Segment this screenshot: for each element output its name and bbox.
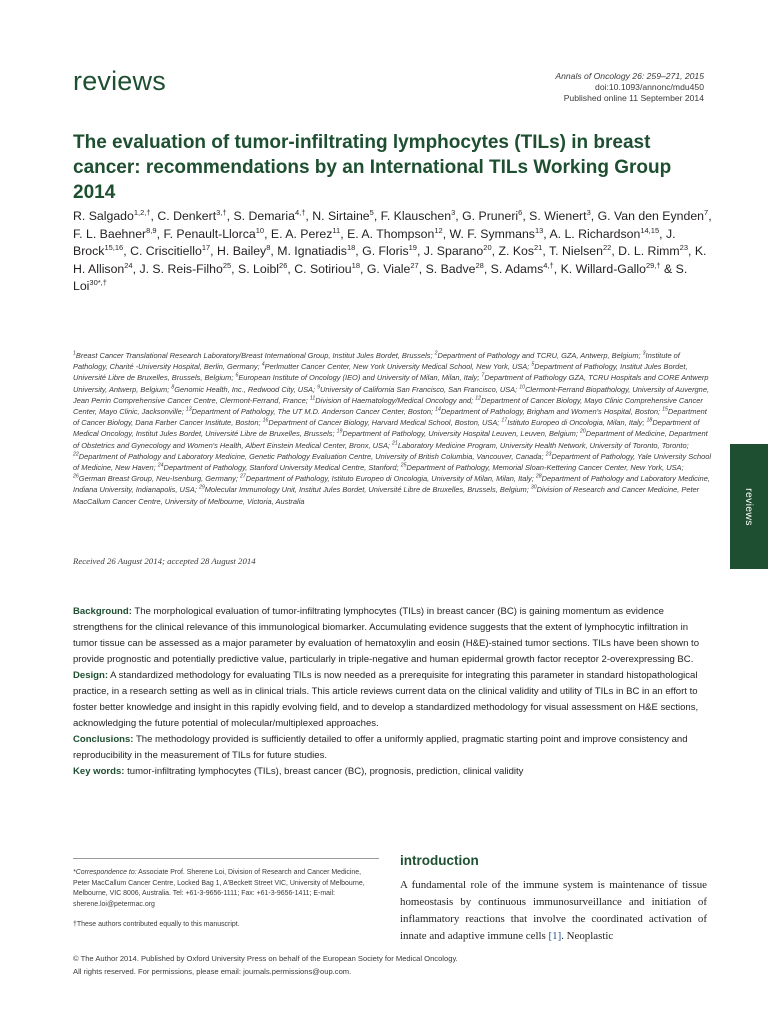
author-affiliation-sup: 24 — [124, 260, 133, 270]
author-name — [426, 262, 484, 276]
author-name-text: S. Adams — [490, 261, 544, 276]
author-name-text: M. Ignatiadis — [277, 244, 347, 258]
conclusions-label: Conclusions: — [73, 734, 134, 745]
affiliation-number: 12 — [475, 395, 482, 402]
author-list: R. Salgado$^{1,2,\dagger}$, C. Denkert$^{3,\dagger}$, S. Demaria$^{4,\dagger}$, N. Sirtaine$^5$, F. Klauschen$^3$, G. Pruneri$^6$, S. Wienert$^3$, G. Van den Eynden$^7$, F. L. Baehner$^{8,9}$, F. Penault-Llorca$^{10}$, E. A. Perez$^{11}$, E. A. Thompson$^{12}$, W. F. Symmans$^{13}$, A. L. Richardson$^{14,15}$, J. Brock$^{15,16}$, C. Criscitiello$^{17}$, H. Bailey$^8$, M. Ignatiadis$^{18}$, G. Floris$^{19}$, J. Sparano$^{20}$, Z. Kos$^{21}$, T. Nielsen$^{22}$, D. L. Rimm$^{23}$, K. H. Allison$^{24}$, J. S. Reis-Filho$^{25}$, S. Loibl$^{26}$, C. Sotiriou$^{18}$, G. Viale$^{27}$, S. Badve$^{28}$, S. Adams$^{4,\dagger}$, K. Willard-Gallo$^{29,\dagger}$ & S. Loi$^{30*,\dagger}$ — [73, 207, 712, 293]
background-label: Background: — [73, 606, 132, 617]
author-name-text: J. Sparano — [423, 244, 484, 258]
journal-info — [555, 71, 704, 104]
author-name — [367, 262, 419, 276]
reference-link[interactable]: [1] — [548, 930, 562, 942]
affiliation-number: 22 — [73, 451, 79, 458]
author-name — [529, 209, 591, 223]
author-name — [157, 209, 226, 223]
affiliation-number: 4 — [261, 361, 265, 368]
design-text: A standardized methodology for evaluating TILs is now needed as a prerequisite for integrating this parameter in standard histopathological practice, in a research setting as well as in clinical trials. This article reviews current data on the clinical validity and utility of TILs in BC in an effort to foster better knowledge and insight in this rapidly evolving field, and to develop a standardized methodology for visual assessment on H&E sections, acknowledging the future potential of molecular/multiplexed approaches. — [73, 670, 699, 729]
affiliation-number: 13 — [185, 406, 192, 413]
author-name — [233, 209, 305, 223]
affiliation-number: 1 — [73, 350, 76, 357]
author-name — [73, 209, 151, 223]
affiliation-text: Breast Cancer Translational Research Laboratory/Breast International Group, Institut Jules Bordet, Brussels; — [75, 351, 435, 360]
author-name — [362, 244, 417, 258]
affiliation-number: 25 — [400, 462, 407, 469]
author-name-text: W. F. Symmans — [449, 226, 535, 241]
affiliation-number: 29 — [198, 484, 205, 491]
affiliation-number: 6 — [235, 372, 239, 379]
author-name-text: J. S. Reis-Filho — [139, 261, 223, 276]
author-name-text: R. Salgado — [73, 209, 134, 223]
section-side-tab — [730, 444, 768, 569]
author-name — [277, 244, 355, 258]
author-affiliation-sup: 23 — [679, 242, 689, 252]
received-dates: Received 26 August 2014; accepted 28 August 2014 — [73, 556, 256, 566]
author-affiliation-sup: 19 — [408, 242, 417, 252]
author-name — [498, 244, 542, 258]
abstract-conclusions — [73, 732, 707, 764]
affiliation-entry — [435, 407, 662, 416]
author-name-text: E. A. Perez — [270, 226, 333, 241]
author-name-text: G. Pruneri — [462, 209, 519, 223]
affiliation-text: Department of Cancer Biology, Mayo Clinic Comprehensive Cancer Center, Mayo Clinic, Jacksonville; — [73, 395, 703, 417]
affiliation-text: Department of Pathology, Istituto Europeo di Oncologia, University of Milan, Milan, Italy; — [245, 474, 536, 484]
author-affiliation-sup: 27 — [410, 260, 419, 270]
affiliation-text: Molecular Immunology Unit, Institut Jules Bordet, Université Libre de Bruxelles, Brussels, Belgium; — [204, 485, 531, 495]
affiliation-entry — [261, 361, 535, 372]
author-affiliation-sup: 28 — [475, 260, 484, 270]
affiliation-text: Department of Pathology and Laboratory Medicine, Genetic Pathology Evaluation Centre, University of British Columbia, Vancouver, Canada; — [78, 451, 546, 461]
author-affiliation-sup: 18 — [346, 242, 356, 252]
affiliation-entry — [392, 441, 689, 450]
affiliation-text: Department of Pathology and Laboratory Medicine, Indiana University, Indianapolis, USA; — [73, 474, 710, 495]
author-affiliation-sup: 21 — [534, 242, 543, 252]
author-affiliation-sup: 18 — [351, 260, 360, 270]
author-affiliation-sup: 8,9 — [146, 225, 157, 235]
doi-link[interactable]: doi:10.1093/annonc/mdu450 — [595, 82, 704, 92]
affiliation-entry — [199, 485, 531, 494]
affiliation-text: Institute of Pathology, Charité -University Hospital, Berlin, Germany; — [73, 351, 680, 372]
affiliation-text: Department of Pathology GZA, TCRU Hospitals and CORE Antwerp University, Antwerp, Belgium; — [73, 373, 709, 394]
equal-contribution-note: †These authors contributed equally to this manuscript. — [73, 920, 240, 928]
affiliation-text: Perlmutter Cancer Center, New York University Medical School, New York, USA; — [264, 362, 532, 372]
introduction-heading: introduction — [400, 853, 479, 868]
conclusions-text: The methodology provided is sufficiently detailed to offer a uniformly applied, pragmatic starting point and improve consistency and reproducibility in the measurement of TILs for future studies. — [73, 734, 688, 761]
affiliation-number: 20 — [579, 428, 586, 435]
affiliation-number: 28 — [535, 473, 542, 480]
author-name-text: S. Wienert — [529, 209, 587, 223]
author-name — [561, 262, 661, 276]
author-name-text: C. Criscitiello — [130, 244, 202, 258]
abstract-keywords — [73, 764, 707, 780]
affiliation-number: 3 — [642, 350, 646, 357]
author-affiliation-sup: 26 — [279, 260, 288, 270]
affiliation-number: 30 — [530, 484, 537, 491]
affiliation-text: German Breast Group, Neu-Isenburg, Germany; — [78, 474, 240, 484]
affiliation-text: Department of Cancer Biology, Harvard Medical School, Boston, USA; — [268, 418, 502, 428]
affiliation-text: Genomic Health, Inc., Redwood City, USA; — [174, 384, 318, 394]
affiliation-text: Department of Pathology, Memorial Sloan-Kettering Cancer Center, New York, USA; — [406, 463, 684, 473]
author-name — [312, 209, 374, 223]
affiliation-entry — [310, 396, 475, 405]
affiliation-number: 18 — [646, 417, 653, 424]
author-name-text: N. Sirtaine — [312, 209, 370, 223]
affiliation-text: Department of Pathology, The UT M.D. Anderson Cancer Center, Boston; — [191, 407, 436, 417]
author-name — [163, 227, 264, 241]
author-affiliation-sup: 6 — [518, 207, 523, 217]
affiliation-number: 11 — [309, 395, 316, 402]
affiliation-entry — [73, 474, 240, 483]
affiliation-number: 21 — [392, 440, 398, 447]
affiliation-text: European Institute of Oncology (IEO) and University of Milan, Milan, Italy; — [238, 373, 482, 383]
affiliation-text: Department of Pathology, Yale University School of Medicine, New Haven; — [73, 451, 712, 473]
author-affiliation-sup: 7 — [704, 207, 709, 217]
author-name-text: D. L. Rimm — [618, 244, 680, 258]
affiliation-number: 27 — [240, 473, 246, 480]
author-name-text: K. Willard-Gallo — [560, 261, 646, 276]
keywords-text: tumor-infiltrating lymphocytes (TILs), breast cancer (BC), prognosis, prediction, clinical validity — [124, 766, 524, 777]
author-affiliation-sup: 1,2,† — [133, 207, 151, 217]
author-name-text: H. Bailey — [217, 244, 267, 258]
author-affiliation-sup: 3 — [586, 207, 591, 217]
author-name — [450, 227, 544, 241]
author-name-text: S. Loi — [73, 261, 688, 293]
affiliation-text: Division of Haematology/Medical Oncology and; — [315, 395, 476, 405]
affiliation-text: Department of Pathology, Brigham and Women's Hospital, Boston; — [440, 407, 663, 417]
correspondence-note — [73, 868, 379, 911]
author-name — [381, 209, 456, 223]
affiliation-text: Department of Pathology, Institut Jules Bordet, Université Libre de Bruxelles, Brussels, Belgium; — [73, 362, 688, 383]
author-name-text: S. Badve — [425, 261, 476, 276]
author-name-text: S. Loibl — [238, 261, 280, 276]
affiliation-number: 14 — [435, 406, 441, 413]
published-date: Published online 11 September 2014 — [563, 93, 704, 103]
author-name — [618, 244, 688, 258]
article-title: The evaluation of tumor-infiltrating lymphocytes (TILs) in breast cancer: recommendations by an International TILs Working Group 2014 — [73, 132, 672, 203]
affiliation-entry — [158, 463, 401, 472]
introduction-text — [400, 877, 707, 945]
author-affiliation-sup: 20 — [483, 242, 492, 252]
author-name-text: C. Sotiriou — [294, 261, 352, 276]
author-name — [73, 227, 157, 241]
affiliation-text: Istituto Europeo di Oncologia, Milan, Italy; — [507, 418, 647, 428]
affiliation-entry — [73, 351, 435, 360]
abstract-background — [73, 604, 707, 668]
affiliation-number: 7 — [481, 372, 485, 379]
affiliation-text: Laboratory Medicine Program, University Health Network, University of Toronto, Toronto; — [397, 440, 689, 450]
affiliation-entry — [235, 373, 481, 382]
author-affiliation-sup: 14,15 — [640, 225, 660, 235]
author-name-text: G. Floris — [362, 244, 409, 258]
abstract-design — [73, 668, 707, 732]
affiliation-text: Department of Medical Oncology, Institut Jules Bordet, Université Libre de Bruxelles, Brussels; — [73, 418, 700, 439]
affiliation-entry — [73, 452, 546, 461]
author-affiliation-sup: 4,† — [294, 207, 306, 217]
author-name-text: C. Denkert — [157, 209, 217, 223]
author-name — [217, 244, 270, 258]
affiliation-text: Department of Pathology and TCRU, GZA, Antwerp, Belgium; — [437, 351, 643, 360]
affiliation-entry — [501, 418, 646, 427]
author-name — [549, 227, 659, 241]
section-label: reviews — [73, 66, 166, 96]
intro-text-part: . Neoplastic — [561, 930, 614, 942]
affiliation-text: Department of Cancer Biology, Dana Farber Cancer Institute, Boston; — [73, 407, 707, 428]
author-affiliation-sup: 10 — [255, 225, 265, 235]
author-name-text: J. Brock — [73, 226, 676, 258]
author-name — [271, 227, 340, 241]
author-affiliation-sup: 12 — [434, 225, 443, 235]
correspondence-label: *Correspondence to: — [73, 869, 137, 876]
affiliation-number: 26 — [73, 473, 79, 480]
keywords-label: Key words: — [73, 766, 125, 777]
author-name-text: E. A. Thompson — [347, 226, 435, 241]
affiliation-number: 17 — [501, 417, 508, 424]
affiliation-number: 10 — [519, 384, 526, 391]
affiliation-entry — [337, 429, 580, 438]
author-affiliation-sup: 25 — [222, 260, 232, 270]
affiliation-number: 8 — [171, 384, 175, 391]
affiliation-number: 19 — [336, 428, 343, 435]
affiliation-entry — [240, 474, 536, 483]
author-name — [294, 262, 360, 276]
copyright-notice — [73, 953, 713, 978]
footnotes — [73, 868, 379, 931]
author-name-text: F. Penault-Llorca — [163, 226, 256, 241]
author-affiliation-sup: 15,16 — [104, 242, 124, 252]
design-label: Design: — [73, 670, 109, 681]
affiliation-text: University of California San Francisco, San Francisco, USA; — [320, 384, 520, 394]
affiliation-text: Department of Pathology, Stanford University Medical Centre, Stanford; — [163, 463, 401, 473]
affiliation-number: 15 — [662, 406, 668, 413]
permissions-line: All rights reserved. For permissions, please email: journals.permissions@oup.com. — [73, 966, 352, 976]
author-name-text: G. Van den Eynden — [597, 209, 705, 223]
author-affiliation-sup: 30*,† — [89, 277, 107, 287]
author-name — [347, 227, 443, 241]
journal-citation: Annals of Oncology 26: 259–271, 2015 — [555, 71, 704, 81]
author-affiliation-sup: 22 — [602, 242, 612, 252]
correspondence-text: Associate Prof. Sherene Loi, Division of Research and Cancer Medicine, Peter MacCallum Cancer Centre, Locked Bag 1, A'Beckett Street VIC, University of Melbourne, Melbourne, VIC 8006, Australia. Tel: +61-3-9656-1111; Fax: +61-3-9656-1411; E-mail: sherene.loi@petermac.org — [73, 869, 365, 909]
affiliation-number: 16 — [262, 417, 269, 424]
author-name-text: K. H. Allison — [73, 244, 707, 276]
author-affiliation-sup: 11 — [332, 225, 341, 235]
affiliation-number: 23 — [545, 451, 552, 458]
author-affiliation-sup: 3 — [451, 207, 456, 217]
background-text: The morphological evaluation of tumor-infiltrating lymphocytes (TILs) in breast cancer (BC) is gaining momentum as evidence strengthens for the clinical relevance of this immunological biomarker. Accumulating evidence suggests that the extent of lymphocytic infiltration in tumor tissue can be assessed as a major parameter by evaluation of hematoxylin and eosin (H&E)-stained tumor sections. TILs have been shown to provide prognostic and potentially predictive value, particularly in triple-negative and human epidermal growth factor receptor 2-overexpressing BC. — [73, 606, 700, 665]
author-name — [139, 262, 231, 276]
author-name-text: F. Klauschen — [380, 209, 452, 223]
affiliation-entry — [317, 385, 519, 394]
author-affiliation-sup: 5 — [369, 207, 374, 217]
author-name-text: A. L. Richardson — [549, 226, 641, 241]
author-name — [238, 262, 287, 276]
affiliation-number: 5 — [531, 361, 535, 368]
author-affiliation-sup: 4,† — [543, 260, 554, 270]
abstract — [73, 604, 707, 780]
affiliation-entry — [171, 385, 317, 394]
author-affiliation-sup: 3,† — [216, 207, 227, 217]
copyright-line: © The Author 2014. Published by Oxford University Press on behalf of the European Society for Medical Oncology. — [73, 954, 458, 963]
author-name-text: S. Demaria — [233, 209, 295, 223]
author-name-text: G. Viale — [366, 261, 411, 276]
affiliation-number: 24 — [157, 462, 164, 469]
author-name — [424, 244, 492, 258]
author-name — [598, 209, 709, 223]
affiliation-text: Clermont-Ferrand Biopathology, University of Auvergne, Jean Perrin Comprehensive Cancer Centre, Clermont-Ferrand, France; — [73, 384, 710, 405]
affiliation-text: Department of Medicine, Department of Obstetrics and Gynecology and Women's Health, Albert Einstein Medical Center, Bronx, USA; — [73, 429, 708, 450]
author-affiliation-sup: 8 — [266, 242, 271, 252]
affiliation-entry — [435, 351, 643, 360]
author-name — [130, 244, 210, 258]
affiliation-entry — [186, 407, 435, 416]
author-name-text: Z. Kos — [498, 244, 535, 258]
affiliation-text: Division of Research and Cancer Medicine, Peter MacCallum Cancer Centre, University of Melbourne, Victoria, Australia — [73, 485, 700, 506]
author-affiliation-sup: 29,† — [646, 260, 661, 270]
author-name — [462, 209, 522, 223]
intro-text-part: A fundamental role of the immune system is maintenance of tissue homeostasis by continuous immunosurveillance and initiation of inflammatory reactions that involve the coordinated activation of innate and adaptive immune cells — [400, 879, 707, 942]
affiliation-text: Department of Pathology, University Hospital Leuven, Leuven, Belgium; — [342, 429, 580, 439]
side-tab-label: reviews — [743, 487, 755, 526]
affiliation-entry — [263, 418, 502, 427]
affiliation-entry — [401, 463, 684, 472]
footnote-divider — [73, 858, 379, 859]
affiliation-number: 2 — [434, 350, 438, 357]
author-name — [491, 262, 554, 276]
author-name-text: T. Nielsen — [548, 244, 603, 258]
author-affiliation-sup: 13 — [534, 225, 544, 235]
affiliation-list — [73, 350, 713, 507]
author-name-text: F. L. Baehner — [73, 226, 147, 241]
affiliation-number: 9 — [317, 384, 321, 391]
author-affiliation-sup: 17 — [201, 242, 211, 252]
author-name — [549, 244, 611, 258]
